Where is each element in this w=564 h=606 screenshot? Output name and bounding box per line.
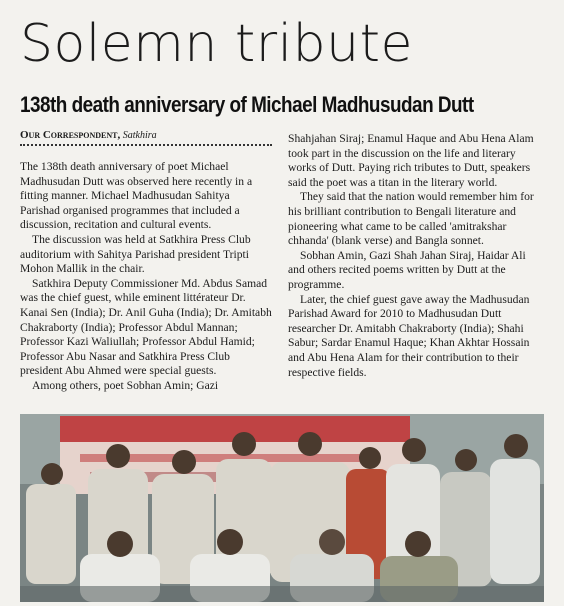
paragraph: Shahjahan Siraj; Enamul Haque and Abu Hena Alam took part in the discussion on the life and literary works of Dutt. Paying rich tributes to Dutt, speakers said the poet was a titan in the literary world.	[288, 132, 534, 189]
article-column-2	[288, 132, 542, 380]
group-photo	[20, 414, 544, 602]
paragraph: They said that the nation would remember him for his brilliant contribution to Bengali literature and pioneering what came to be called 'amitrakshar chhanda' (blank verse) and Bangla sonnet.	[288, 190, 534, 248]
paragraph: Satkhira Deputy Commissioner Md. Abdus Samad was the chief guest, while eminent littérateur Dr. Kanai Sen (India); Dr. Anil Guha (India); Dr. Amitabh Chakraborty (India); Professor Abdul Mannan; Professor Kazi Waliullah; Professor Abdul Hamid; Professor Abu Nasar and Satkhira Press Club president Abu Ahmed were special guests.	[20, 276, 272, 378]
paragraph: The discussion was held at Satkhira Press Club auditorium with Sahitya Parishad president Tripti Mohon Mallik in the chair.	[20, 232, 251, 276]
paragraph: Later, the chief guest gave away the Madhusudan Parishad Award for 2010 to Madhusudan Dutt researcher Dr. Amitabh Chakraborty (India); Shahi Sabur; Sardar Enamul Haque; Khan Akhtar Hossain and Abu Hena Alam for their contribution to their respective fields.	[288, 292, 530, 379]
byline-correspondent: Our Correspondent,	[20, 129, 121, 141]
subheadline: 138th death anniversary of Michael Madhusudan Dutt	[20, 92, 474, 117]
article-column-1	[20, 160, 272, 394]
byline-divider	[20, 144, 272, 146]
paragraph: The 138th death anniversary of poet Michael Madhusudan Dutt was observed here recently in a fitting manner. Michael Madhusudan Sahitya Parishad organised programmes that included a discussion, recitation and cultural events.	[20, 160, 253, 232]
byline	[20, 129, 270, 141]
paragraph: Sobhan Amin, Gazi Shah Jahan Siraj, Haidar Ali and others recited poems written by Dutt at the programme.	[288, 248, 526, 291]
byline-place: Satkhira	[122, 130, 157, 141]
headline: Solemn tribute	[20, 14, 413, 74]
group-photo-illustration	[20, 414, 544, 602]
paragraph: Among others, poet Sobhan Amin; Gazi	[32, 378, 219, 392]
